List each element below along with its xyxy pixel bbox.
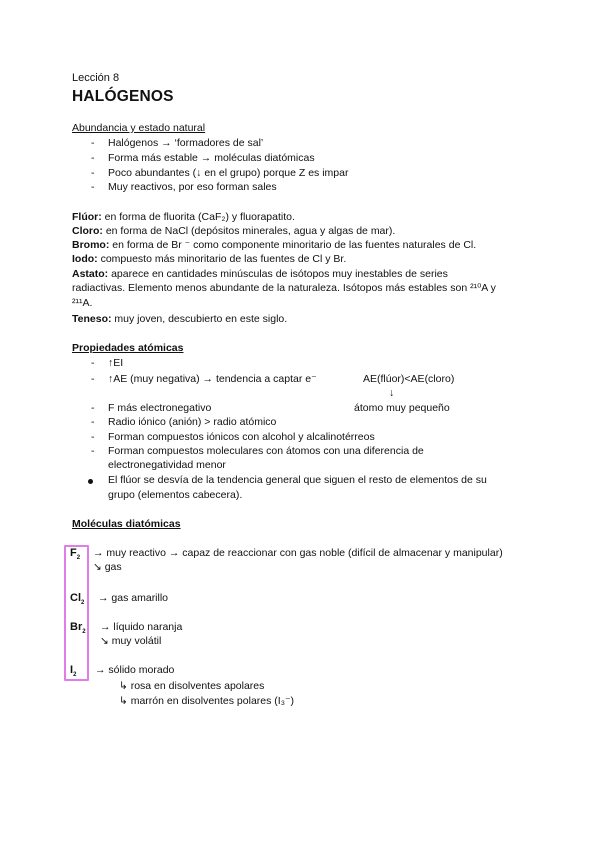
ae-arrow: ↓	[389, 387, 395, 399]
br2-symbol	[70, 621, 86, 634]
bromo-line	[72, 239, 476, 252]
i2-symbol	[70, 664, 76, 677]
list-dash: -	[91, 431, 95, 443]
astato-label: Astato:	[72, 268, 109, 280]
fluor-line	[72, 211, 295, 224]
cloro-line	[72, 225, 395, 238]
bullet-dot-icon	[88, 479, 93, 484]
f2-symbol-text: F	[70, 547, 77, 559]
ae-note: AE(flúor)<AE(cloro)	[363, 373, 455, 385]
list-dash: -	[91, 167, 95, 179]
cl2-line-1: → gas amarillo	[98, 592, 169, 604]
astato-line	[72, 268, 448, 281]
teneso-text: muy joven, descubierto en este siglo.	[111, 313, 288, 325]
bromo-label: Bromo:	[72, 239, 110, 251]
cloro-label: Cloro:	[72, 225, 103, 237]
i2-line-1: → sólido morado	[95, 664, 175, 676]
astato-text: aparece en cantidades minúsculas de isótopos muy inestables de series	[108, 268, 448, 280]
list-item: Radio iónico (anión) > radio atómico	[108, 416, 277, 428]
list-item: Poco abundantes (↓ en el grupo) porque Z es impar	[108, 167, 349, 179]
f2-line-1: → muy reactivo → capaz de reaccionar con gas noble (difícil de almacenar y manipular)	[93, 547, 503, 559]
lesson-number: Lección 8	[72, 72, 120, 84]
list-item: Forman compuestos moleculares con átomos con una diferencia de	[108, 445, 424, 457]
list-dash: -	[91, 152, 95, 164]
bullet-item-continued: grupo (elementos cabecera).	[108, 489, 243, 501]
diatomic-heading: Moléculas diatómicas	[72, 518, 181, 530]
cloro-text: en forma de NaCl (depósitos minerales, agua y algas de mar).	[102, 225, 396, 237]
br2-line-1: → líquido naranja	[100, 621, 183, 633]
list-dash: -	[91, 373, 95, 385]
list-dash: -	[91, 416, 95, 428]
list-dash: -	[91, 402, 95, 414]
i2-symbol-text: I	[70, 664, 74, 676]
br2-symbol-text: Br	[70, 621, 83, 633]
bromo-text: en forma de Br ⁻ como componente minoritario de las fuentes naturales de Cl.	[109, 239, 477, 251]
fluor-text: en forma de fluorita (CaF₂) y fluorapatito.	[101, 211, 295, 223]
cl2-subscript: 2	[81, 600, 85, 607]
br2-line-2: ↘ muy volátil	[100, 635, 162, 647]
bullet-item: El flúor se desvía de la tendencia general que siguen el resto de elementos de su	[108, 474, 487, 486]
f2-subscript: 2	[76, 555, 81, 562]
properties-heading: Propiedades atómicas	[72, 342, 184, 354]
list-dash: -	[91, 137, 95, 149]
list-item: Forma más estable → moléculas diatómicas	[108, 152, 315, 164]
i2-line-2: ↳ rosa en disolventes apolares	[119, 680, 265, 692]
iodo-text: compuesto más minoritario de las fuentes de Cl y Br.	[97, 253, 347, 265]
list-item: Muy reactivos, por eso forman sales	[108, 181, 277, 193]
list-dash: -	[91, 445, 95, 457]
f2-line-2: ↘ gas	[93, 561, 122, 573]
list-dash: -	[91, 357, 95, 369]
fluor-label: Flúor:	[72, 211, 102, 223]
highlight-box	[64, 545, 89, 681]
page-title: HALÓGENOS	[72, 88, 174, 105]
list-item-continued: electronegatividad menor	[108, 459, 226, 471]
list-item: ↑AE (muy negativa) → tendencia a captar e⁻	[108, 373, 317, 385]
list-item: Halógenos → ‘formadores de sal’	[108, 137, 264, 149]
i2-subscript: 2	[73, 672, 77, 679]
cl2-symbol	[70, 592, 84, 605]
br2-subscript: 2	[82, 629, 86, 636]
teneso-label: Teneso:	[72, 313, 112, 325]
f2-symbol	[70, 547, 80, 560]
cl2-symbol-text: Cl	[70, 592, 81, 604]
list-dash: -	[91, 181, 95, 193]
iodo-label: Iodo:	[72, 253, 98, 265]
astato-line-3: ²¹¹A.	[72, 297, 93, 309]
list-item: Forman compuestos iónicos con alcohol y alcalinotérreos	[108, 431, 375, 443]
teneso-line	[72, 313, 287, 326]
astato-line-2: radiactivas. Elemento menos abundante de la naturaleza. Isótopos más estables son ²¹⁰A y	[72, 282, 496, 294]
list-item: ↑EI	[108, 357, 124, 369]
abundance-heading: Abundancia y estado natural	[72, 122, 206, 134]
iodo-line	[72, 253, 346, 266]
i2-line-3: ↳ marrón en disolventes polares (I₃⁻)	[119, 695, 295, 707]
list-item: F más electronegativo	[108, 402, 212, 414]
f-note: átomo muy pequeño	[354, 402, 450, 414]
